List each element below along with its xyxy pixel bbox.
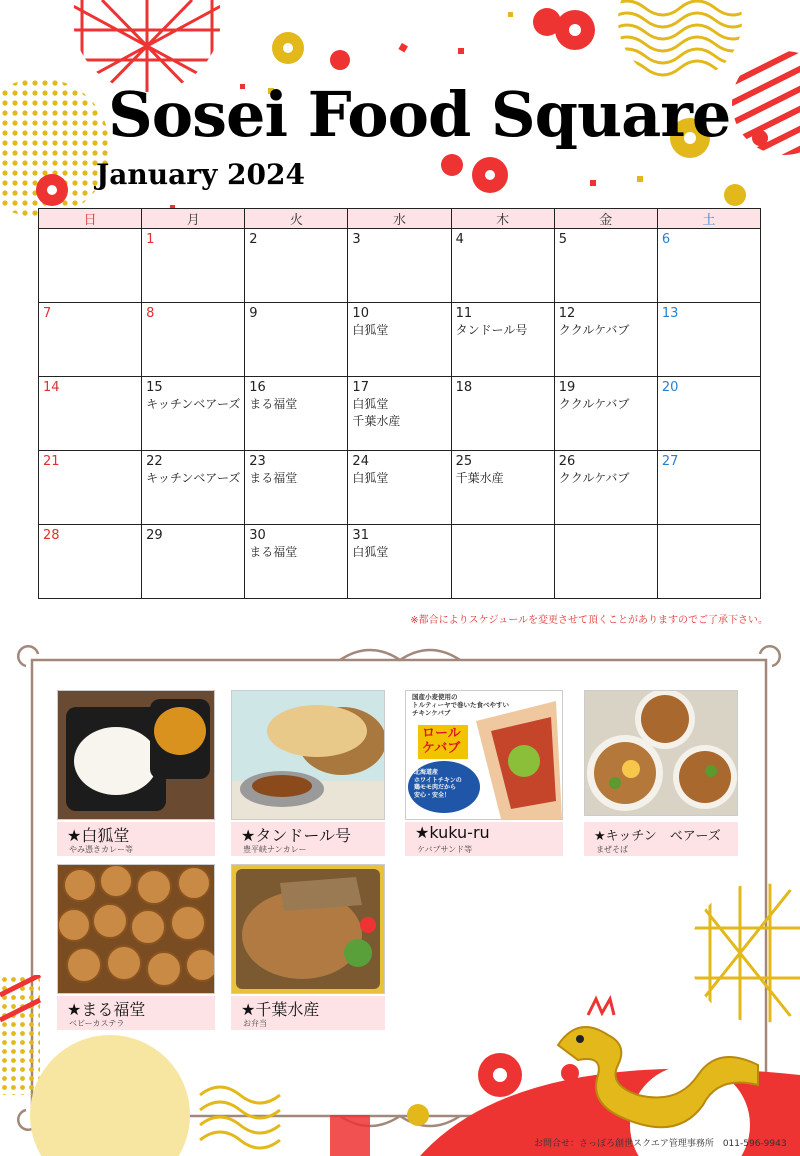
day-number: 17 xyxy=(352,380,369,395)
day-number: 13 xyxy=(661,306,679,321)
day-number: 22 xyxy=(146,454,163,469)
weekday-sat: 土 xyxy=(657,209,760,229)
dragon-illustration xyxy=(548,995,778,1135)
day-number: 21 xyxy=(43,454,60,469)
vendor-label xyxy=(57,822,215,856)
calendar-day-cell xyxy=(348,229,451,303)
month-heading: January 2024 xyxy=(96,158,305,191)
calendar-day-cell xyxy=(657,229,760,303)
calendar-day-cell xyxy=(554,303,657,377)
ad-bubble-text: 北海道産 ホワイトチキンの 鶏モモ肉だから 安心・安全！ xyxy=(414,769,462,799)
calendar-event: タンドール号 xyxy=(455,323,528,337)
calendar-day-cell xyxy=(657,451,760,525)
vendor-label xyxy=(584,822,738,856)
page-title: Sosei Food Square xyxy=(108,78,731,151)
calendar-day-cell xyxy=(451,377,554,451)
day-number: 28 xyxy=(43,528,60,543)
vendor-name: ★キッチン ベアーズ xyxy=(594,829,721,844)
day-number: 4 xyxy=(455,232,464,247)
calendar-day-cell xyxy=(245,451,348,525)
day-number: 10 xyxy=(352,306,369,321)
naan-curry-photo xyxy=(231,690,385,820)
calendar-event: キッチンベアーズ xyxy=(146,397,241,411)
vendor-label xyxy=(231,822,385,856)
vendor-card-kukuru xyxy=(405,690,563,858)
calendar-day-cell xyxy=(39,229,142,303)
schedule-notice: ※都合によりスケジュールを変更させて頂くことがありますのでご了承下さい。 xyxy=(410,615,768,626)
calendar-day-cell xyxy=(554,229,657,303)
calendar-day-cell xyxy=(348,451,451,525)
calendar-event: キッチンベアーズ xyxy=(146,471,241,485)
calendar-event: まる福堂 xyxy=(249,545,298,559)
calendar-day-cell xyxy=(245,377,348,451)
calendar-day-cell xyxy=(348,303,451,377)
day-number: 14 xyxy=(43,380,60,395)
day-number: 25 xyxy=(455,454,473,469)
day-number: 9 xyxy=(249,306,258,321)
day-number: 18 xyxy=(455,380,473,395)
contact-info: お問合せ：さっぽろ創世スクエア管理事務所 011-596-9943 xyxy=(534,1139,787,1149)
vendor-card-marufukudo xyxy=(57,864,215,1032)
day-number: 20 xyxy=(661,380,679,395)
calendar-day-cell xyxy=(142,377,245,451)
calendar-day-cell xyxy=(39,525,142,599)
calendar-day-cell xyxy=(142,303,245,377)
calendar-event: ククルケバブ xyxy=(558,323,630,337)
calendar-day-cell xyxy=(657,303,760,377)
day-number: 3 xyxy=(352,232,361,247)
day-number: 1 xyxy=(146,232,155,247)
vendor-desc: お弁当 xyxy=(243,1019,267,1028)
calendar-event: まる福堂 xyxy=(249,397,298,411)
ad-headline: ロール ケバブ xyxy=(422,726,461,756)
vendor-desc: ケバブサンド等 xyxy=(417,845,473,854)
calendar-event: ククルケバブ xyxy=(558,471,630,485)
calendar-event: 千葉水産 xyxy=(352,414,401,428)
calendar-day-cell xyxy=(142,451,245,525)
calendar-day-cell xyxy=(348,525,451,599)
calendar-event: 千葉水産 xyxy=(455,471,504,485)
calendar-event: 白狐堂 xyxy=(352,545,389,559)
weekday-header-row xyxy=(39,209,761,229)
baby-castella-photo xyxy=(57,864,215,994)
calendar-table xyxy=(38,208,761,599)
day-number: 2 xyxy=(249,232,258,247)
ad-top-text: 国産小麦使用の トルティーヤで巻いた食べやすい チキンケバブ xyxy=(412,693,509,717)
calendar-day-cell xyxy=(657,525,760,599)
day-number: 5 xyxy=(558,232,567,247)
vendor-card-tandoor xyxy=(231,690,385,858)
calendar-week-row xyxy=(39,377,761,451)
calendar-event: 白狐堂 xyxy=(352,397,389,411)
day-number: 23 xyxy=(249,454,266,469)
calendar-day-cell xyxy=(39,451,142,525)
day-number: 12 xyxy=(558,306,576,321)
calendar-day-cell xyxy=(554,525,657,599)
vendor-label xyxy=(57,996,215,1030)
mazesoba-photo xyxy=(584,690,738,816)
vendor-desc: やみ憑きカレー等 xyxy=(69,845,133,854)
curry-photo xyxy=(57,690,215,820)
calendar-week-row xyxy=(39,451,761,525)
calendar-day-cell xyxy=(142,229,245,303)
weekday-mon: 月 xyxy=(142,209,245,229)
calendar-day-cell xyxy=(39,377,142,451)
calendar-event: ククルケバブ xyxy=(558,397,630,411)
day-number: 29 xyxy=(146,528,163,543)
day-number: 31 xyxy=(352,528,369,543)
calendar-event: まる福堂 xyxy=(249,471,298,485)
day-number: 7 xyxy=(43,306,52,321)
vendor-name: ★kuku-ru xyxy=(415,823,490,842)
calendar-day-cell xyxy=(39,303,142,377)
vendor-desc: 豊平峡ナンカレー xyxy=(243,845,307,854)
weekday-tue: 火 xyxy=(245,209,348,229)
vendor-card-kitchen-bears xyxy=(584,690,738,858)
vendor-name: ★千葉水産 xyxy=(241,1000,320,1019)
calendar-day-cell xyxy=(245,525,348,599)
weekday-fri: 金 xyxy=(554,209,657,229)
calendar-day-cell xyxy=(657,377,760,451)
weekday-thu: 木 xyxy=(451,209,554,229)
calendar-event: 白狐堂 xyxy=(352,323,389,337)
day-number: 30 xyxy=(249,528,266,543)
calendar-week-row xyxy=(39,303,761,377)
vendor-name: ★白狐堂 xyxy=(67,826,130,845)
bento-photo xyxy=(231,864,385,994)
calendar-day-cell xyxy=(245,229,348,303)
calendar-day-cell xyxy=(451,525,554,599)
calendar-week-row xyxy=(39,229,761,303)
day-number: 24 xyxy=(352,454,369,469)
day-number: 16 xyxy=(249,380,266,395)
vendor-label xyxy=(231,996,385,1030)
vendor-name: ★まる福堂 xyxy=(67,1000,146,1019)
vendor-name: ★タンドール号 xyxy=(241,826,352,845)
calendar-day-cell xyxy=(451,229,554,303)
calendar-day-cell xyxy=(142,525,245,599)
calendar-day-cell xyxy=(348,377,451,451)
vendor-card-hakkodo xyxy=(57,690,215,858)
roll-kebab-ad-image xyxy=(405,690,563,820)
vendor-desc: まぜそば xyxy=(596,845,628,854)
calendar-day-cell xyxy=(245,303,348,377)
weekday-wed: 水 xyxy=(348,209,451,229)
calendar-day-cell xyxy=(554,377,657,451)
weekday-sun: 日 xyxy=(39,209,142,229)
calendar-day-cell xyxy=(451,303,554,377)
day-number: 11 xyxy=(455,306,473,321)
vendor-card-chiba-suisan xyxy=(231,864,385,1032)
vendor-label xyxy=(405,822,563,856)
day-number: 19 xyxy=(558,380,576,395)
calendar-day-cell xyxy=(451,451,554,525)
calendar-event: 白狐堂 xyxy=(352,471,389,485)
day-number: 15 xyxy=(146,380,163,395)
vendor-desc: ベビーカステラ xyxy=(69,1019,125,1028)
day-number: 8 xyxy=(146,306,155,321)
day-number: 26 xyxy=(558,454,576,469)
calendar-day-cell xyxy=(554,451,657,525)
day-number: 27 xyxy=(661,454,679,469)
calendar-week-row xyxy=(39,525,761,599)
day-number: 6 xyxy=(661,232,671,247)
